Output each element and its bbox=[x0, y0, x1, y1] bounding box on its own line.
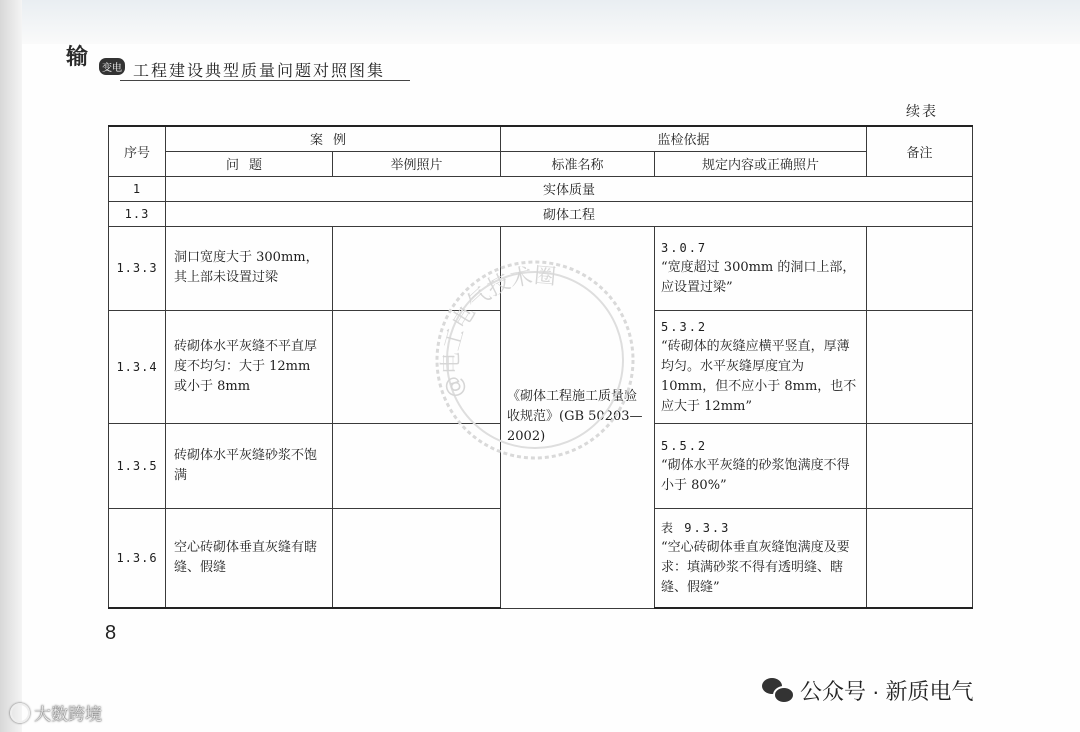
row-clause: 3.0.7 bbox=[661, 241, 708, 255]
row-problem: 砖砌体水平灰缝不平直厚度不均匀：大于 12mm 或小于 8mm bbox=[166, 310, 333, 423]
row-remark-cell bbox=[867, 423, 973, 508]
header-rule bbox=[120, 80, 410, 81]
row-requirement-text: “砌体水平灰缝的砂浆饱满度不得小于 80%” bbox=[661, 457, 850, 493]
logo-main-char: 输 bbox=[66, 44, 88, 70]
row-no: 1.3.5 bbox=[109, 423, 166, 508]
header-remark: 备注 bbox=[867, 126, 973, 176]
row-photo-cell bbox=[333, 226, 501, 310]
row-remark-cell bbox=[867, 226, 973, 310]
stamp-text-path: @电工电气技术圈 bbox=[438, 263, 558, 401]
row-photo-cell bbox=[333, 423, 501, 508]
row-requirement-text: “砖砌体的灰缝应横平竖直，厚薄均匀。水平灰缝厚度宜为 10mm，但不应小于 8mm，也不应大于 12mm” bbox=[661, 338, 857, 414]
wechat-icon bbox=[762, 676, 792, 704]
row-problem: 砖砌体水平灰缝砂浆不饱满 bbox=[166, 423, 333, 508]
logo-badge: 变电 bbox=[99, 58, 125, 75]
quality-issue-table bbox=[108, 125, 973, 609]
row-requirement-text: “空心砖砌体垂直灰缝饱满度及要求：填满砂浆不得有透明缝、瞎缝、假缝” bbox=[661, 539, 850, 595]
row-requirement bbox=[655, 508, 867, 608]
row-remark-cell bbox=[867, 508, 973, 608]
row-problem: 洞口宽度大于 300mm，其上部未设置过梁 bbox=[166, 226, 333, 310]
row-clause: 5.5.2 bbox=[661, 438, 708, 453]
bottom-watermark bbox=[10, 700, 102, 725]
standard-name-cell: 《砌体工程施工质量验收规范》(GB 50203—2002) bbox=[501, 226, 655, 608]
book-title: 工程建设典型质量问题对照图集 bbox=[133, 61, 386, 80]
header-no: 序号 bbox=[109, 126, 166, 176]
header-photo: 举例照片 bbox=[333, 151, 501, 176]
subsection-no: 1.3 bbox=[109, 201, 166, 226]
row-requirement bbox=[655, 310, 867, 423]
subsection-title: 砌体工程 bbox=[166, 201, 973, 226]
wechat-account-label: 公众号 · 新质电气 bbox=[800, 678, 974, 704]
row-no: 1.3.4 bbox=[109, 310, 166, 423]
row-clause: 表 9.3.3 bbox=[661, 520, 731, 535]
page-left-edge bbox=[0, 0, 22, 732]
wechat-watermark bbox=[762, 674, 974, 706]
row-no: 1.3.3 bbox=[109, 226, 166, 310]
row-clause: 5.3.2 bbox=[661, 319, 708, 334]
row-requirement bbox=[655, 423, 867, 508]
header-requirement: 规定内容或正确照片 bbox=[655, 151, 867, 176]
header-basis-group: 监检依据 bbox=[501, 126, 867, 151]
header-standard: 标准名称 bbox=[501, 151, 655, 176]
header-case-group: 案例 bbox=[166, 126, 501, 151]
row-no: 1.3.6 bbox=[109, 508, 166, 608]
row-problem: 空心砖砌体垂直灰缝有瞎缝、假缝 bbox=[166, 508, 333, 608]
header-problem: 问题 bbox=[166, 151, 333, 176]
row-requirement bbox=[655, 226, 867, 310]
page-number: 8 bbox=[105, 622, 117, 644]
bottom-watermark-text: 大数跨境 bbox=[34, 705, 102, 724]
row-requirement-text: “宽度超过 300mm 的洞口上部，应设置过梁” bbox=[661, 260, 856, 295]
row-photo-cell bbox=[333, 508, 501, 608]
section-no: 1 bbox=[109, 176, 166, 201]
page-top-shadow bbox=[0, 0, 1080, 44]
row-photo-cell bbox=[333, 310, 501, 423]
publisher-logo bbox=[66, 38, 126, 78]
continued-label: 续表 bbox=[906, 104, 938, 120]
watermark-logo-icon bbox=[10, 703, 30, 723]
section-title: 实体质量 bbox=[166, 176, 973, 201]
row-remark-cell bbox=[867, 310, 973, 423]
